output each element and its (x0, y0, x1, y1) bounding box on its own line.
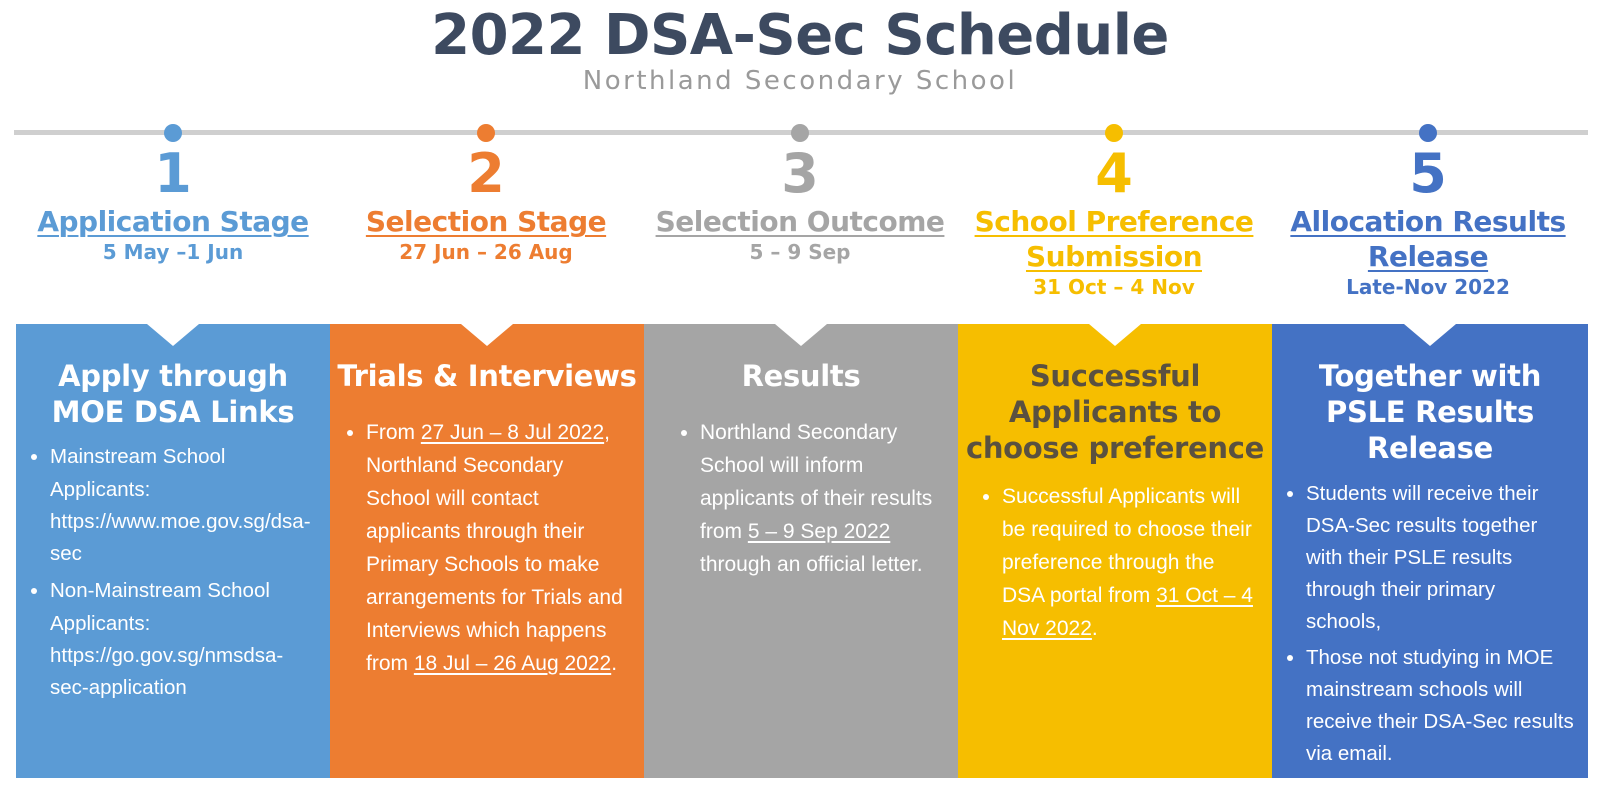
list-item (366, 416, 632, 680)
stage-3-date: 5 – 9 Sep (749, 240, 851, 264)
card-2-heading: Trials & Interviews (337, 359, 637, 393)
card-5-list (1272, 478, 1588, 770)
non-mainstream-dsa-link[interactable]: https://go.gov.sg/nmsdsa-sec-application (50, 644, 284, 699)
stage-5-number: 5 (1409, 142, 1447, 205)
text-fragment: From (366, 421, 421, 444)
card-4-heading: Successful Applicants to choose preference (965, 359, 1265, 465)
text-fragment: . (1091, 617, 1098, 640)
list-item: • Those not studying in MOE mainstream schools will receive their DSA-Sec results via email. (1306, 642, 1576, 770)
bullet-label: Non-Mainstream School Applicants: (50, 579, 270, 635)
stage-1-header (17, 118, 329, 265)
stage-4-number: 4 (1095, 142, 1133, 205)
bullet-label: Mainstream School Applicants: (50, 445, 226, 501)
stage-5-card (1272, 324, 1588, 778)
card-1-notch (147, 324, 199, 346)
text-fragment: through an official letter. (700, 553, 923, 576)
card-3-heading: Results (741, 359, 861, 393)
text-fragment: Northland Secondary School will inform applicants of their results from (700, 421, 933, 543)
mainstream-dsa-link[interactable]: https://www.moe.gov.sg/dsa-sec (50, 510, 311, 565)
stage-1-title[interactable]: Application Stage (37, 205, 309, 238)
preference-date-range: 31 Oct – 4 Nov 2022 (1002, 584, 1253, 640)
stage-2-number: 2 (467, 142, 505, 205)
card-2-list (330, 416, 644, 680)
stage-2-header (330, 118, 642, 265)
page-subtitle: Northland Secondary School (582, 66, 1018, 96)
card-3-notch (775, 324, 827, 346)
stage-4-card (958, 324, 1272, 778)
card-5-notch (1404, 324, 1456, 346)
stage-5-header (1272, 118, 1584, 300)
stage-4-date: 31 Oct – 4 Nov (1033, 275, 1195, 299)
card-1-heading: Apply through MOE DSA Links (51, 359, 295, 429)
stage-4-header (958, 118, 1270, 300)
stage-3-title[interactable]: Selection Outcome (655, 205, 945, 238)
trials-date-range: 18 Jul – 26 Aug 2022 (413, 652, 612, 675)
timeline-dot-1 (164, 124, 182, 142)
contact-date-range: 27 Jun – 8 Jul 2022 (420, 421, 605, 444)
stage-5-title[interactable]: Allocation Results Release (1290, 205, 1566, 273)
card-4-notch (1089, 324, 1141, 346)
card-1-list (16, 440, 330, 704)
card-2-notch (461, 324, 513, 346)
stage-5-date: Late-Nov 2022 (1346, 275, 1510, 299)
timeline-dot-2 (477, 124, 495, 142)
list-item: • Students will receive their DSA-Sec results together with their PSLE results through their primary schools, (1306, 478, 1576, 638)
page-title: 2022 DSA-Sec Schedule (431, 3, 1169, 68)
stage-4-title[interactable]: School Preference Submission (974, 205, 1254, 273)
card-4-list (958, 480, 1272, 645)
stage-3-number: 3 (781, 142, 819, 205)
stage-1-date: 5 May –1 Jun (102, 240, 244, 264)
text-fragment: Successful Applicants will be required to choose their preference through the DSA portal from (1002, 485, 1252, 607)
timeline-dot-5 (1419, 124, 1437, 142)
list-item (700, 416, 946, 581)
stage-1-card (16, 324, 330, 778)
card-3-list (644, 416, 958, 581)
stage-2-card (330, 324, 644, 778)
stage-2-date: 27 Jun – 26 Aug (399, 240, 573, 264)
text-fragment: . (611, 652, 618, 675)
list-item (50, 574, 318, 704)
timeline-dot-4 (1105, 124, 1123, 142)
stage-1-number: 1 (154, 142, 192, 205)
list-item (1002, 480, 1260, 645)
card-5-heading: Together with PSLE Results Release (1318, 359, 1542, 465)
text-fragment: , Northland Secondary School will contact applicants through their Primary Schools to make arrangements for Trials and Interviews which happens from (366, 421, 623, 675)
results-date-range: 5 – 9 Sep 2022 (747, 520, 891, 543)
stage-2-title[interactable]: Selection Stage (365, 205, 607, 238)
list-item (50, 440, 318, 570)
timeline-dot-3 (791, 124, 809, 142)
stage-3-header (644, 118, 956, 265)
stage-3-card (644, 324, 958, 778)
